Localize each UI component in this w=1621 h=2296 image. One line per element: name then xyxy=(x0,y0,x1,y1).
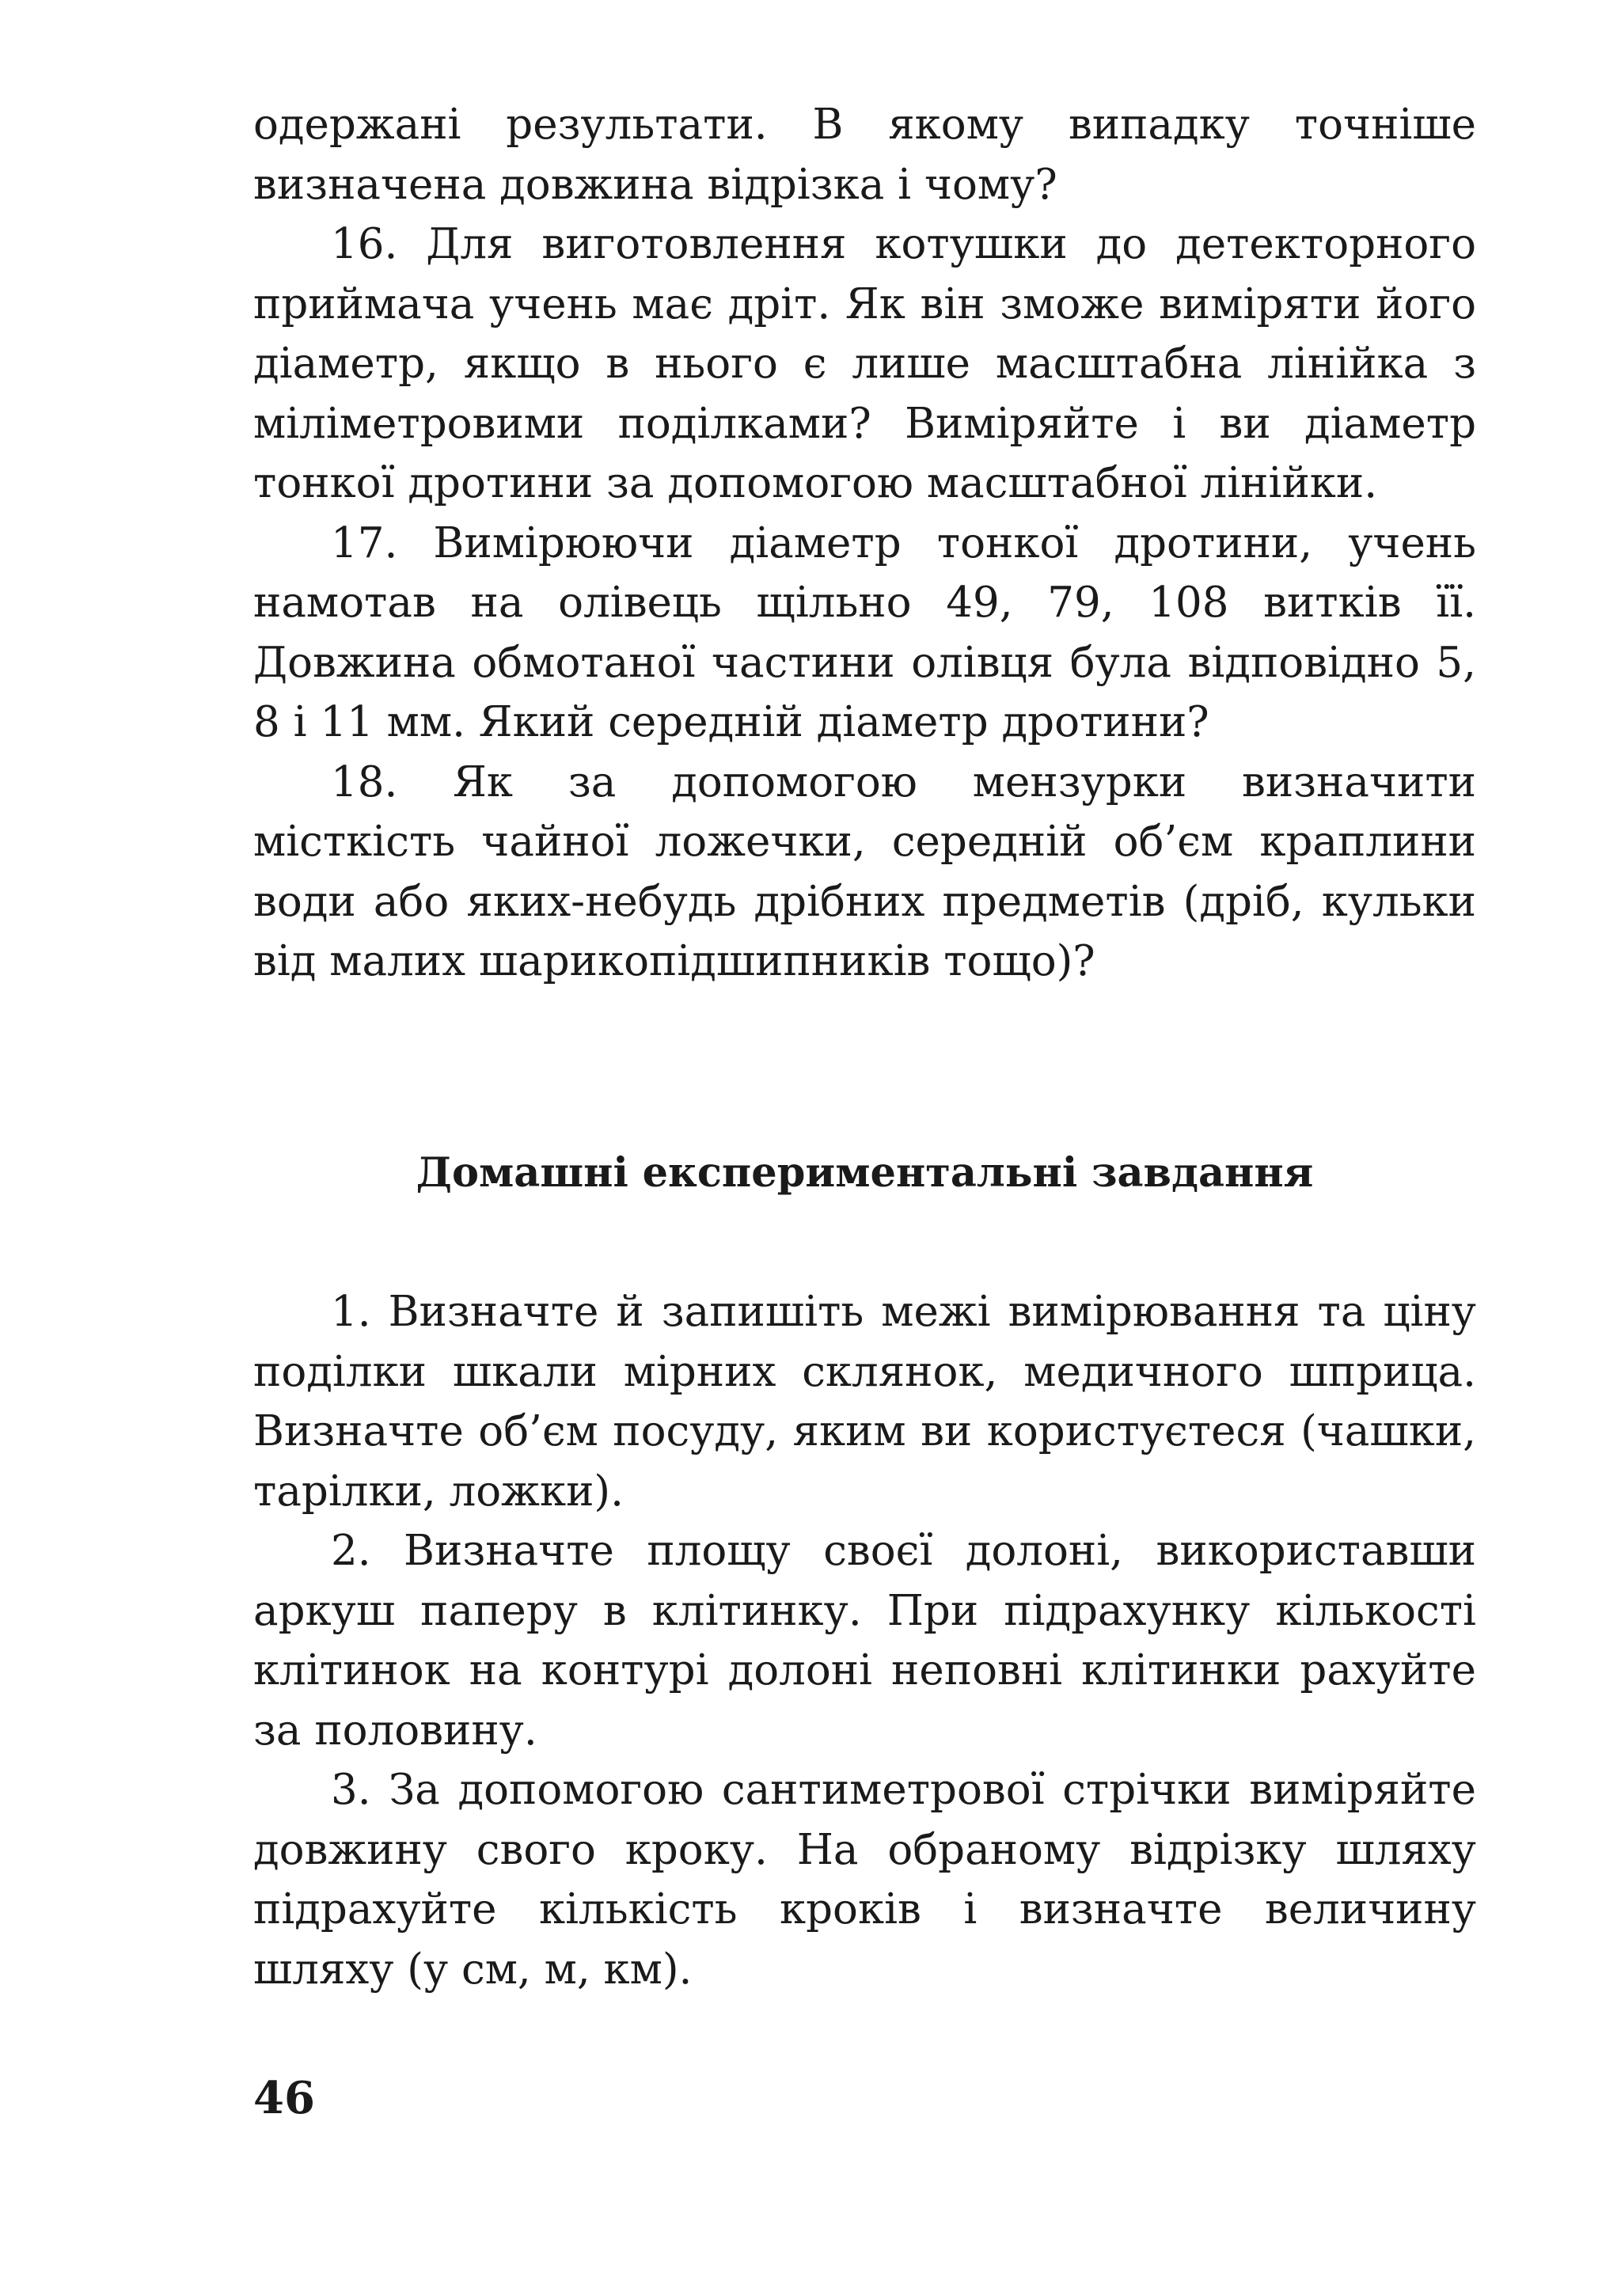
page-number: 46 xyxy=(253,2072,315,2124)
problem-16: 16. Для виготовлення котушки до детекторного приймача учень має дріт. Як він зможе виміряти його діаметр, якщо в нього є лише масштабна лінійка з міліметровими поділками? Виміряйте і ви діаметр тонкої дротини за допомогою масштабної лінійки. xyxy=(253,220,1476,507)
problem-18: 18. Як за допомогою мензурки визначити місткість чайної ложечки, середній об’єм краплини води або яких-небудь дрібних предметів (дріб, кульки від малих шарикопідшипників тощо)? xyxy=(253,757,1476,985)
home-task-3: 3. За допомогою сантиметрової стрічки виміряйте довжину свого кроку. На обраному відрізку шляху підрахуйте кількість кроків і визначте величину шляху (у см, м, км). xyxy=(253,1766,1476,1994)
continuation-paragraph: одержані результати. В якому випадку точніше визначена довжина відрізка і чому? xyxy=(253,101,1476,209)
home-tasks-block xyxy=(253,1282,1476,1999)
home-task-2: 2. Визначте площу своєї долоні, використавши аркуш паперу в клітинку. При підрахунку кількості клітинок на контурі долоні неповні клітинки рахуйте за половину. xyxy=(253,1527,1476,1755)
page-content xyxy=(253,95,1476,1994)
section-heading: Домашні експериментальні завдання xyxy=(416,1149,1314,1197)
home-task-1: 1. Визначте й запишіть межі вимірювання та ціну поділки шкали мірних склянок, медичного шприца. Визначте об’єм посуду, яким ви користуєтеся (чашки, тарілки, ложки). xyxy=(253,1288,1476,1516)
problem-17: 17. Вимірюючи діаметр тонкої дротини, учень намотав на олівець щільно 49, 79, 108 витків її. Довжина обмотаної частини олівця була відповідно 5, 8 і 11 мм. Який середній діаметр дротини? xyxy=(253,518,1476,746)
